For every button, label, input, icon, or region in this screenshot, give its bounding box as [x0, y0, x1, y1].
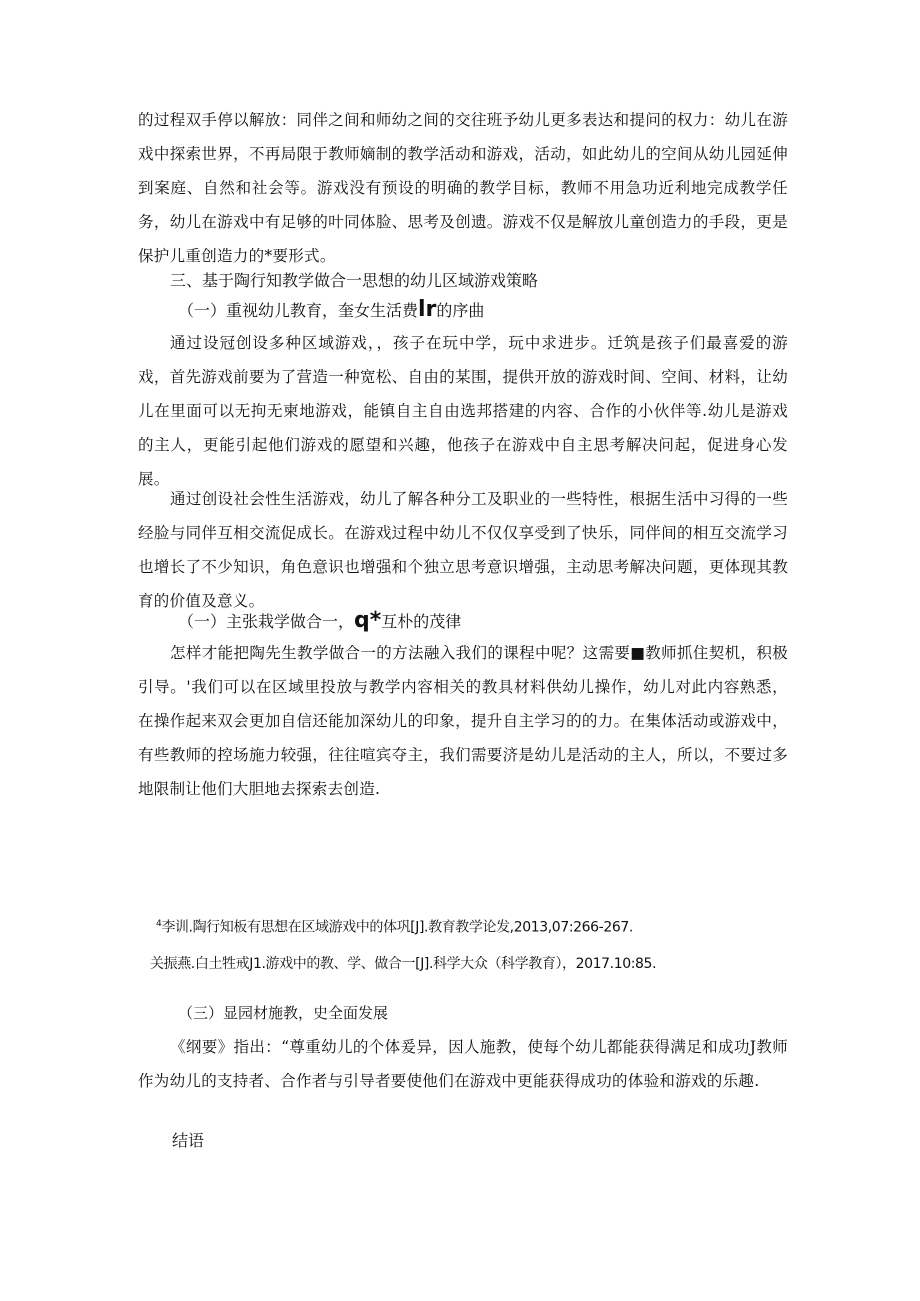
subsection-2-tail: q*	[354, 608, 382, 633]
paragraph-3-block	[138, 482, 788, 618]
subsection-2-end: 互朴的茂律	[381, 612, 462, 631]
paragraph-2: 通过设冠创设多种区域游戏，，孩子在玩中学，玩中求进步。迁筑是孩子们最喜爱的游戏，首先游戏前要为了营造一种宽松、自由的某围，提供开放的游戏时间、空间、材料，让幼儿在里面可以无拘无柬地游戏，能镇自主自由选邦搭建的内容、合作的小伙伴等.幼儿是游戏的主人，更能引起他们游戏的愿望和兴趣，他孩子在游戏中自主思考解决问起，促进身心发展。	[138, 334, 788, 488]
subsection-1-heading	[178, 295, 484, 326]
paragraph-4-block	[138, 636, 788, 806]
subsection-2-text: （一）主张栽学做合一，	[178, 612, 355, 631]
subsection-3-heading: （三）显园材施教，史全面发展	[178, 1004, 389, 1022]
intro-paragraph-block	[138, 103, 788, 273]
subsection-1-text: （一）重视幼儿教育，奎女生活费	[178, 301, 419, 320]
subsection-1-tail: lr	[418, 297, 437, 322]
paragraph-3: 通过创设社会性生活游戏，幼儿了解各种分工及职业的一些特性，根据生活中习得的一些经脸与同伴互相交流促成长。在游戏过程中幼儿不仅仅享受到了快乐，同伴间的相互交流学习也增长了不少知识，角色意识也增强和个独立思考意识增强，主动思考解决问题，更体现其教育的价值及意义。	[138, 490, 788, 610]
footnote-1-mark: 4	[156, 919, 162, 929]
paragraph-4: 怎样才能把陶先生教学做合一的方法融入我们的课程中呢？这需要■教师抓住契机，积极引导。'我们可以在区域里投放与教学内容相关的教具材料供幼儿操作，幼儿对此内容熟悉，在操作起来双会更加自信还能加深幼儿的印象，提升自主学习的的力。在集体活动或游戏中，有些教师的控场施力较强，往往喧宾夺主，我们需要济是幼儿是活动的主人，所以，不要过多地限制让他们大胆地去探索去创造.	[138, 644, 788, 798]
footnote-1	[156, 912, 633, 940]
subsection-1-end: 的序曲	[436, 301, 485, 320]
section-3-heading: 三、基于陶行知教学做合一思想的幼儿区域游戏策略	[170, 271, 539, 290]
paragraph-1: 的过程双手停以解放：同伴之间和师幼之间的交往班予幼儿更多表达和提问的权力：幼儿在游戏中探索世界，不再局限于教师嫡制的教学活动和游戏，活动，如此幼儿的空间从幼儿园延伸到案庭、自然和社会等。游戏没有预设的明确的教学目标，教师不用急功近利地完成教学任务，幼儿在游戏中有足够的叶同体脸、思考及创遗。游戏不仅是解放儿童创造力的手段，更是保护儿重创造力的*要形式。	[138, 111, 788, 265]
paragraph-5: 《纲要》指出：“尊重幼儿的个体爰异，因人施教，使每个幼儿都能获得满足和成功J教师作为幼儿的支持者、合作者与引导者要使他们在游戏中更能获得成功的体验和游戏的乐趣.	[138, 1038, 788, 1090]
subsection-2-heading	[178, 606, 461, 637]
footnote-2: 关振燕.白土牲戒J1.游戏中的教、学、做合一[J].科学大众（科学教育），2017.10:85.	[150, 956, 657, 972]
paragraph-2-block	[138, 326, 788, 496]
footnote-1-text: 李训.陶行知板有思想在区域游戏中的体巩[J].教育教学论发,2013,07:266-267.	[161, 919, 633, 936]
paragraph-5-block	[138, 1030, 788, 1098]
conclusion-heading: 结语	[172, 1131, 205, 1150]
